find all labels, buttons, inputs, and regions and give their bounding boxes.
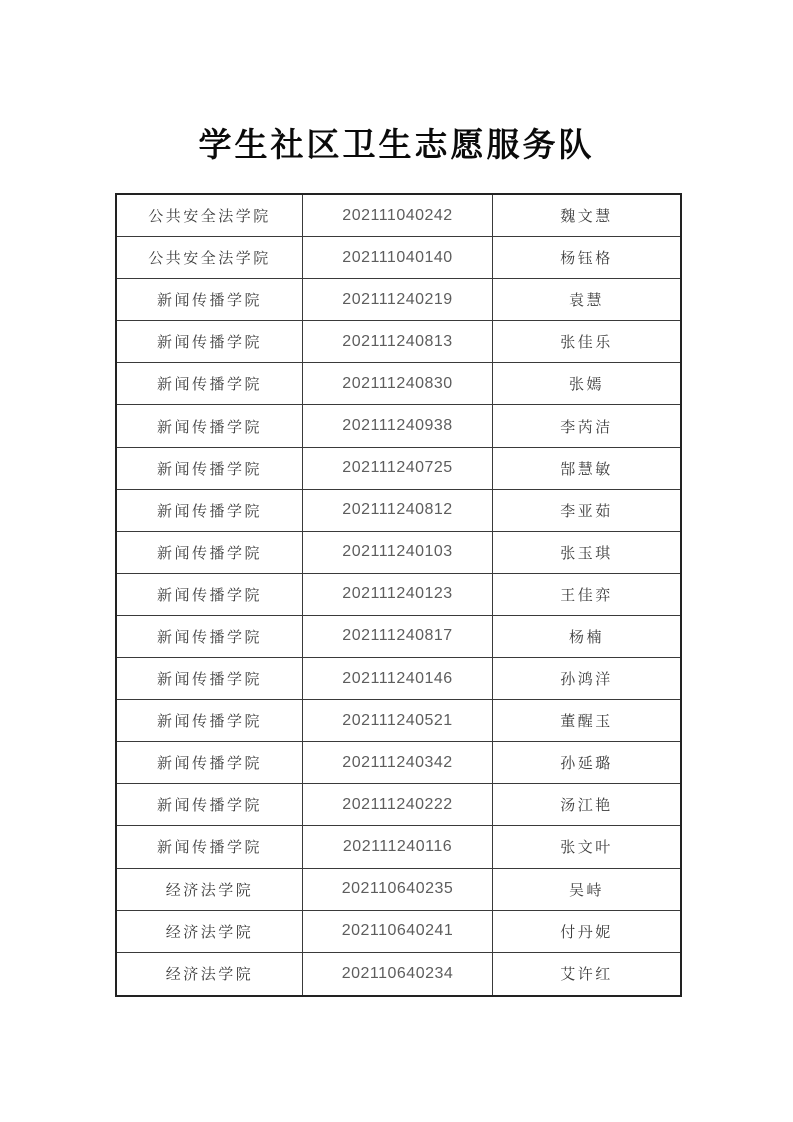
cell-college: 经济法学院 [117, 911, 303, 953]
page-title: 学生社区卫生志愿服务队 [198, 125, 595, 164]
cell-college: 经济法学院 [117, 869, 303, 911]
cell-student-id: 202111240146 [303, 658, 493, 700]
cell-student-id: 202111240219 [303, 279, 493, 321]
cell-student-id: 202110640241 [303, 911, 493, 953]
cell-student-id: 202111240342 [303, 742, 493, 784]
roster-table [115, 193, 682, 997]
cell-college: 新闻传播学院 [117, 490, 303, 532]
cell-college: 新闻传播学院 [117, 448, 303, 490]
cell-student-id: 202111240813 [303, 321, 493, 363]
cell-college: 新闻传播学院 [117, 658, 303, 700]
cell-college: 新闻传播学院 [117, 826, 303, 868]
cell-name: 张玉琪 [493, 532, 680, 574]
cell-college: 新闻传播学院 [117, 742, 303, 784]
cell-student-id: 202111240123 [303, 574, 493, 616]
cell-name: 吴峙 [493, 869, 680, 911]
cell-student-id: 202111040242 [303, 195, 493, 237]
cell-student-id: 202111040140 [303, 237, 493, 279]
cell-student-id: 202111240725 [303, 448, 493, 490]
cell-college: 经济法学院 [117, 953, 303, 995]
cell-name: 郜慧敏 [493, 448, 680, 490]
cell-name: 李亚茹 [493, 490, 680, 532]
cell-college: 新闻传播学院 [117, 574, 303, 616]
cell-college: 新闻传播学院 [117, 700, 303, 742]
cell-name: 魏文慧 [493, 195, 680, 237]
cell-student-id: 202111240521 [303, 700, 493, 742]
cell-name: 杨楠 [493, 616, 680, 658]
cell-college: 公共安全法学院 [117, 195, 303, 237]
cell-college: 新闻传播学院 [117, 279, 303, 321]
cell-student-id: 202111240222 [303, 784, 493, 826]
cell-student-id: 202111240817 [303, 616, 493, 658]
cell-name: 张佳乐 [493, 321, 680, 363]
cell-name: 汤江艳 [493, 784, 680, 826]
cell-name: 杨钰格 [493, 237, 680, 279]
cell-name: 李芮洁 [493, 405, 680, 447]
cell-name: 王佳弈 [493, 574, 680, 616]
cell-student-id: 202111240830 [303, 363, 493, 405]
cell-college: 新闻传播学院 [117, 784, 303, 826]
cell-name: 孙延璐 [493, 742, 680, 784]
cell-college: 新闻传播学院 [117, 532, 303, 574]
cell-student-id: 202110640235 [303, 869, 493, 911]
cell-college: 新闻传播学院 [117, 616, 303, 658]
cell-name: 张文叶 [493, 826, 680, 868]
cell-student-id: 202110640234 [303, 953, 493, 995]
cell-student-id: 202111240103 [303, 532, 493, 574]
cell-name: 付丹妮 [493, 911, 680, 953]
cell-college: 公共安全法学院 [117, 237, 303, 279]
cell-name: 董醒玉 [493, 700, 680, 742]
cell-name: 袁慧 [493, 279, 680, 321]
cell-college: 新闻传播学院 [117, 321, 303, 363]
cell-name: 张嫣 [493, 363, 680, 405]
cell-college: 新闻传播学院 [117, 363, 303, 405]
cell-student-id: 202111240812 [303, 490, 493, 532]
cell-college: 新闻传播学院 [117, 405, 303, 447]
cell-name: 艾许红 [560, 967, 613, 984]
cell-name: 孙鸿洋 [493, 658, 680, 700]
cell-student-id: 202111240938 [303, 405, 493, 447]
cell-student-id: 202111240116 [303, 826, 493, 868]
